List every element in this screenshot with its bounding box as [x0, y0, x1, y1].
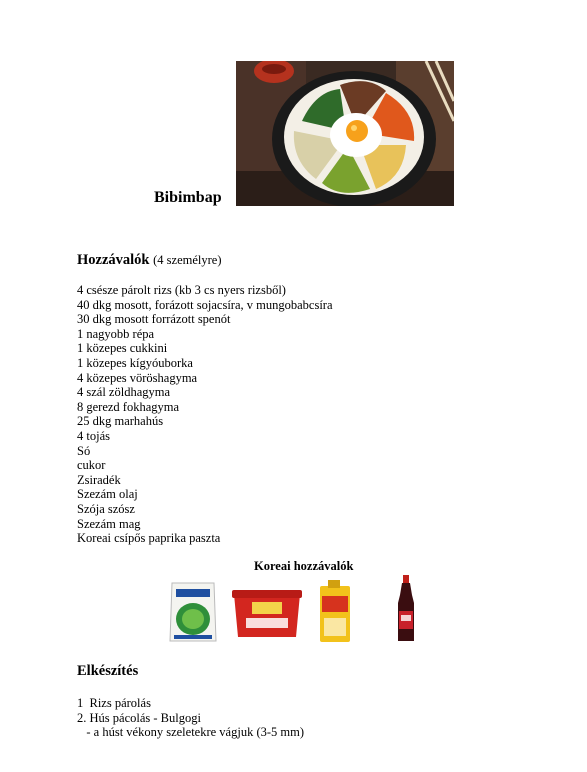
list-item: Só	[77, 443, 91, 458]
list-item: 4 csésze párolt rizs (kb 3 cs nyers rizsből)	[77, 283, 286, 297]
list-item: 1 közepes cukkini	[77, 341, 168, 356]
list-item: 25 dkg marhahús	[77, 414, 164, 429]
servings-note: (4 személyre)	[153, 253, 222, 267]
list-item: 4 szál zöldhagyma	[77, 385, 171, 400]
gochujang-tub-image	[232, 588, 302, 639]
list-item: - a húst vékony szeletekre vágjuk (3-5 mm)	[77, 725, 305, 740]
list-item: 30 dkg mosott forrázott spenót	[77, 312, 231, 327]
list-item: 4 tojás	[77, 428, 110, 443]
list-item: cukor	[77, 458, 106, 473]
recipe-title: Bibimbap	[154, 189, 222, 206]
ingredients-heading	[77, 252, 222, 269]
list-item: 1 közepes kígyóuborka	[77, 355, 193, 370]
preparation-heading: Elkészítés	[77, 663, 139, 679]
seaweed-package-image	[168, 581, 218, 643]
steps-list	[77, 696, 304, 740]
list-item: 2. Hús pácolás - Bulgogi	[77, 710, 201, 725]
list-item: 8 gerezd fokhagyma	[77, 399, 180, 414]
bibimbap-photo	[236, 61, 454, 206]
list-item: Zsiradék	[77, 472, 121, 487]
korean-ingredients-heading: Koreai hozzávalók	[254, 559, 354, 573]
list-item: 4 közepes vöröshagyma	[77, 370, 198, 385]
list-item: 1 nagyobb répa	[77, 326, 155, 341]
soy-sauce-bottle-image	[396, 575, 416, 643]
list-item: Szezám mag	[77, 516, 141, 531]
list-item: 40 dkg mosott, forázott sojacsíra, v mungobabcsíra	[77, 297, 333, 312]
list-item: Szezám olaj	[77, 487, 138, 502]
ingredients-heading-text: Hozzávalók	[77, 252, 150, 268]
list-item: Koreai csípős paprika paszta	[77, 531, 221, 546]
sesame-oil-can-image	[318, 580, 352, 644]
list-item: Szója szósz	[77, 501, 135, 516]
ingredients-list	[77, 283, 333, 546]
list-item: 1 Rizs párolás	[77, 696, 151, 710]
